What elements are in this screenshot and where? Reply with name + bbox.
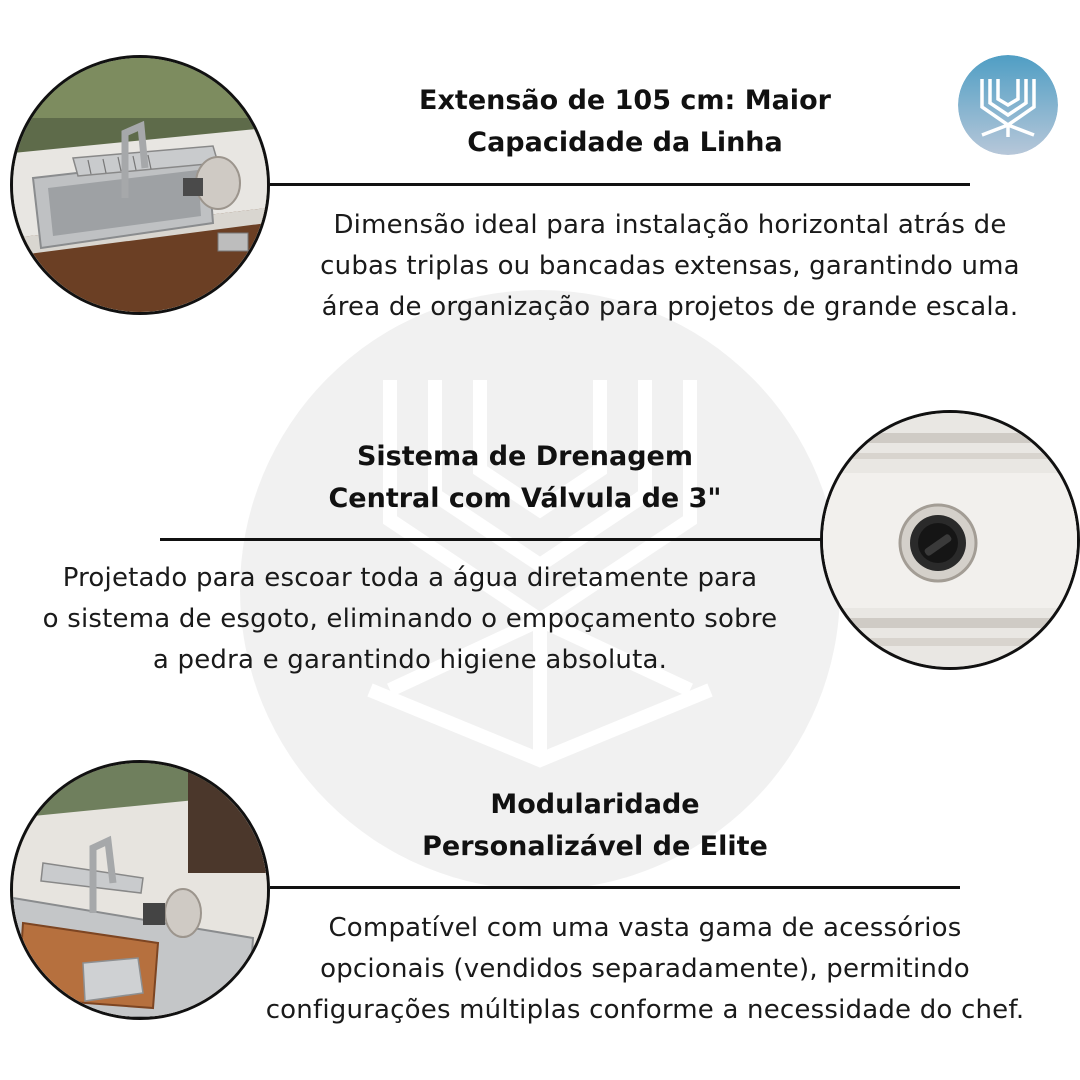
section-1-title <box>330 80 920 164</box>
section-1-divider <box>270 183 970 186</box>
section-1-body-line-2: cubas triplas ou bancadas extensas, garantindo uma <box>320 251 1020 281</box>
section-2-body-line-3: a pedra e garantindo higiene absoluta. <box>152 645 668 675</box>
section-1-description <box>260 205 1080 328</box>
section-1-title-line-2: Capacidade da Linha <box>467 127 783 158</box>
drain-valve-photo <box>820 410 1080 670</box>
section-1-body-line-1: Dimensão ideal para instalação horizontal atrás de <box>333 210 1007 240</box>
section-2-divider <box>160 538 822 541</box>
section-2-title-line-2: Central com Válvula de 3" <box>328 483 722 514</box>
section-1-body-line-3: área de organização para projetos de grande escala. <box>321 292 1019 322</box>
section-3-title-line-2: Personalizável de Elite <box>422 831 768 862</box>
section-2-body-line-2: o sistema de esgoto, eliminando o empoçamento sobre <box>42 604 778 634</box>
section-3-body-line-1: Compatível com uma vasta gama de acessórios <box>328 913 962 943</box>
section-3-body-line-2: opcionais (vendidos separadamente), permitindo <box>320 954 970 984</box>
section-3-description <box>230 908 1060 1031</box>
section-3-body-line-3: configurações múltiplas conforme a necessidade do chef. <box>265 995 1025 1025</box>
section-2-body-line-1: Projetado para escoar toda a água diretamente para <box>62 563 758 593</box>
brand-logo <box>958 55 1058 155</box>
section-3-divider <box>270 886 960 889</box>
brand-logo-icon <box>958 55 1058 155</box>
section-1-title-line-1: Extensão de 105 cm: Maior <box>419 85 831 116</box>
sink-countertop-photo <box>10 55 270 315</box>
section-2-title <box>230 436 820 520</box>
section-3-title-line-1: Modularidade <box>490 789 700 820</box>
section-2-title-line-1: Sistema de Drenagem <box>356 441 694 472</box>
section-2-description <box>0 558 820 681</box>
section-3-title <box>300 784 890 868</box>
